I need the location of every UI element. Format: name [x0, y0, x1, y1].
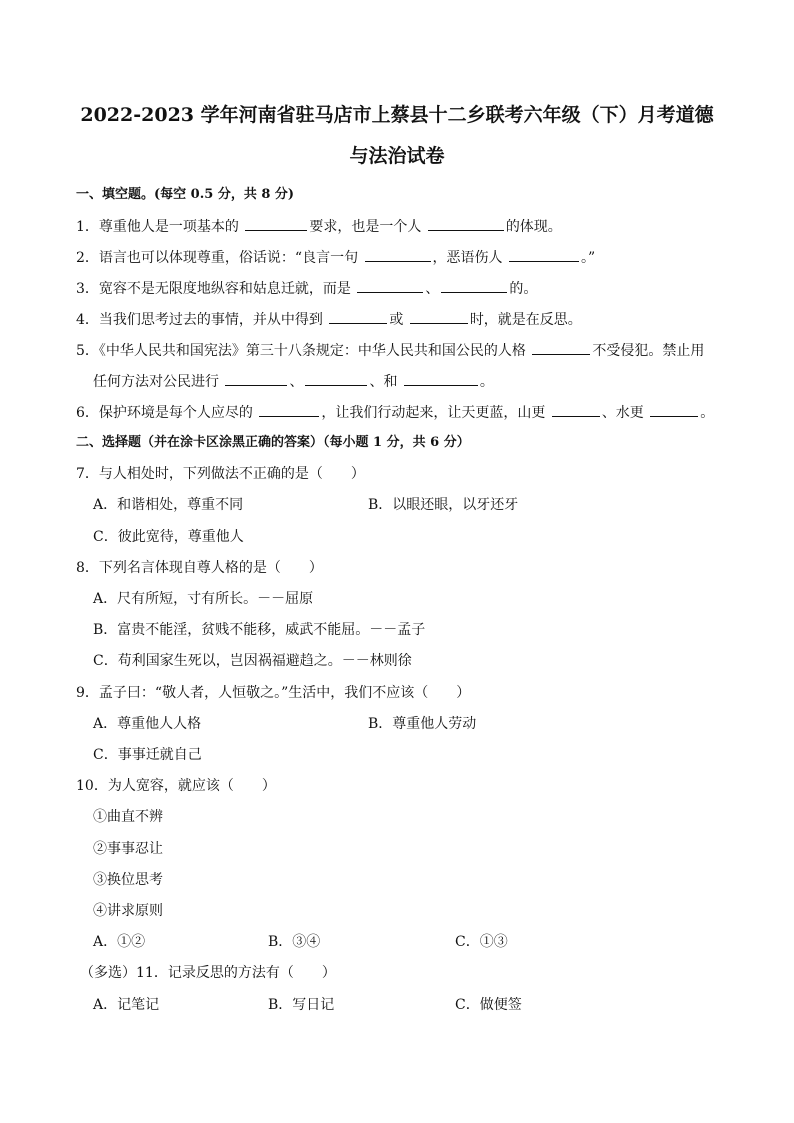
q2-text-a: 2．语言也可以体现尊重，俗话说：“良言一句	[76, 250, 363, 266]
q4-text-b: 或	[389, 312, 408, 328]
q3-text-a: 3．宽容不是无限度地纵容和姑息迁就，而是	[76, 281, 356, 297]
question-9-stem: 9．孟子曰：“敬人者，人恒敬之。”生活中，我们不应该（ ）	[76, 685, 471, 701]
question-11-stem: （多选）11．记录反思的方法有（ ）	[80, 965, 336, 981]
q3-text-c: 的。	[509, 281, 538, 297]
question-5-line1	[76, 340, 704, 361]
q10-option-a[interactable]: A．①②	[93, 934, 146, 950]
q1-text-a: 1．尊重他人是一项基本的	[76, 219, 244, 235]
q1-text-c: 的体现。	[505, 219, 562, 235]
question-4	[76, 309, 582, 330]
q5-blank-3[interactable]	[305, 371, 367, 386]
q6-blank-1[interactable]	[259, 402, 319, 417]
q2-text-b: ，恶语伤人	[432, 250, 507, 266]
question-6	[76, 402, 714, 423]
q1-blank-2[interactable]	[428, 216, 504, 231]
q10-option-c[interactable]: C．①③	[455, 934, 508, 950]
exam-title-line2: 与法治试卷	[349, 145, 445, 167]
q1-blank-1[interactable]	[245, 216, 307, 231]
q4-blank-2[interactable]	[410, 309, 468, 324]
q11-option-b[interactable]: B．写日记	[268, 997, 335, 1013]
q3-blank-2[interactable]	[441, 278, 507, 293]
q10-option-b[interactable]: B．③④	[268, 934, 321, 950]
q4-blank-1[interactable]	[329, 309, 387, 324]
q5-text-a: 5．《中华人民共和国宪法》第三十八条规定：中华人民共和国公民的人格	[76, 343, 531, 359]
question-3	[76, 278, 537, 299]
q8-option-b[interactable]: B．富贵不能淫，贫贱不能移，威武不能屈。－－孟子	[93, 622, 426, 638]
section1-heading: 一、填空题。(每空 0.5 分，共 8 分)	[76, 187, 295, 202]
q5-text-d: 、	[289, 374, 304, 390]
q11-option-a[interactable]: A．记笔记	[93, 997, 160, 1013]
section2-heading: 二、选择题（并在涂卡区涂黑正确的答案）（每小题 1 分，共 6 分）	[76, 435, 470, 450]
q2-blank-2[interactable]	[509, 247, 579, 262]
q4-text-c: 时，就是在反思。	[469, 312, 582, 328]
q3-blank-1[interactable]	[357, 278, 423, 293]
q8-option-a[interactable]: A．尺有所短，寸有所长。－－屈原	[93, 591, 314, 607]
q10-statement-4: ④讲求原则	[93, 903, 163, 919]
q10-statement-3: ③换位思考	[93, 872, 163, 888]
q5-text-f: 。	[479, 374, 494, 390]
q3-text-b: 、	[425, 281, 440, 297]
q9-option-c[interactable]: C．事事迁就自己	[93, 747, 202, 763]
question-7-stem: 7．与人相处时，下列做法不正确的是（ ）	[76, 466, 365, 482]
q7-option-a[interactable]: A．和谐相处，尊重不同	[93, 497, 244, 513]
q6-text-b: ，让我们行动起来，让天更蓝，山更	[321, 405, 550, 421]
q5-blank-1[interactable]	[532, 340, 590, 355]
q5-blank-2[interactable]	[225, 371, 287, 386]
q10-statement-2: ②事事忍让	[93, 841, 163, 857]
q7-option-b[interactable]: B．以眼还眼，以牙还牙	[368, 497, 519, 513]
exam-title-line1: 2022-2023 学年河南省驻马店市上蔡县十二乡联考六年级（下）月考道德	[80, 104, 714, 126]
q6-blank-3[interactable]	[650, 402, 698, 417]
q5-blank-4[interactable]	[404, 371, 478, 386]
q9-option-b[interactable]: B．尊重他人劳动	[368, 716, 477, 732]
question-8-stem: 8．下列名言体现自尊人格的是（ ）	[76, 560, 323, 576]
q6-blank-2[interactable]	[552, 402, 600, 417]
q2-blank-1[interactable]	[365, 247, 431, 262]
q2-text-c: 。”	[580, 250, 596, 266]
q5-text-c: 任何方法对公民进行	[93, 374, 224, 390]
question-10-stem: 10．为人宽容，就应该（ ）	[76, 778, 276, 794]
q5-text-b: 不受侵犯。禁止用	[592, 343, 705, 359]
q4-text-a: 4．当我们思考过去的事情，并从中得到	[76, 312, 328, 328]
q5-text-e: 、和	[369, 374, 402, 390]
q6-text-d: 。	[700, 405, 715, 421]
q10-statement-1: ①曲直不辨	[93, 809, 163, 825]
q7-option-c[interactable]: C．彼此宽待，尊重他人	[93, 529, 244, 545]
q8-option-c[interactable]: C．苟利国家生死以，岂因祸福避趋之。－－林则徐	[93, 653, 412, 669]
q9-option-a[interactable]: A．尊重他人人格	[93, 716, 202, 732]
q6-text-c: 、水更	[601, 405, 649, 421]
q6-text-a: 6．保护环境是每个人应尽的	[76, 405, 258, 421]
question-2	[76, 247, 595, 268]
question-5-line2	[93, 371, 494, 392]
q1-text-b: 要求，也是一个人	[309, 219, 426, 235]
q11-option-c[interactable]: C．做便签	[455, 997, 522, 1013]
question-1	[76, 216, 562, 237]
